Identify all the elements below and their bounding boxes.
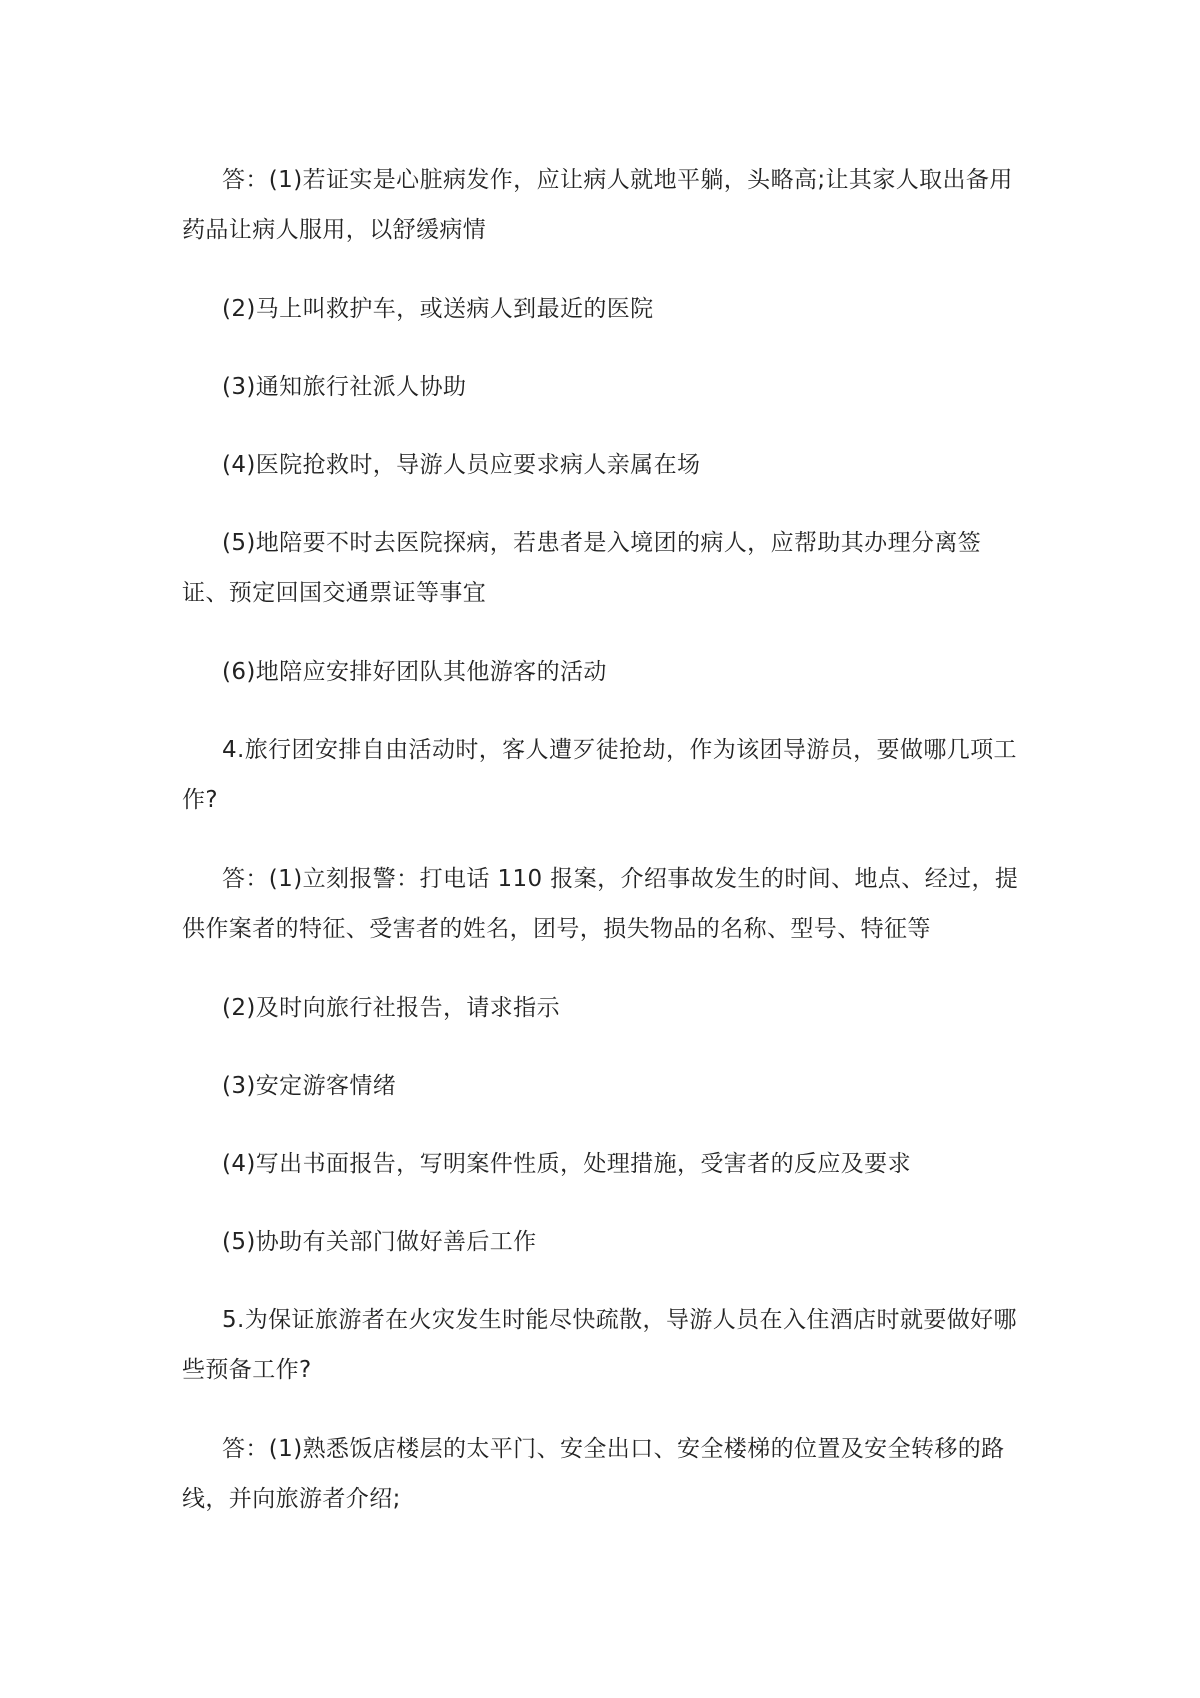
answer-heart-attack-step-4: (4)医院抢救时，导游人员应要求病人亲属在场 (222, 452, 701, 478)
answer-robbery-step-1: 答：(1)立刻报警：打电话 110 报案，介绍事故发生的时间、地点、经过，提供作案者的特征、受害者的姓名，团号，损失物品的名称、型号、特征等 (182, 866, 1019, 942)
answer-robbery-step-3: (3)安定游客情绪 (222, 1073, 397, 1099)
answer-heart-attack-step-5: (5)地陪要不时去医院探病，若患者是入境团的病人，应帮助其办理分离签证、预定回国交通票证等事宜 (182, 530, 982, 606)
question-4: 4.旅行团安排自由活动时，客人遭歹徒抢劫，作为该团导游员，要做哪几项工作? (182, 737, 1017, 813)
answer-robbery-step-4: (4)写出书面报告，写明案件性质，处理措施，受害者的反应及要求 (222, 1151, 911, 1177)
answer-heart-attack-step-3: (3)通知旅行社派人协助 (222, 374, 467, 400)
answer-heart-attack-step-1: 答：(1)若证实是心脏病发作，应让病人就地平躺，头略高;让其家人取出备用药品让病人服用，以舒缓病情 (182, 167, 1013, 243)
answer-fire-step-1: 答：(1)熟悉饭店楼层的太平门、安全出口、安全楼梯的位置及安全转移的路线，并向旅游者介绍; (182, 1436, 1005, 1512)
question-5: 5.为保证旅游者在火灾发生时能尽快疏散，导游人员在入住酒店时就要做好哪些预备工作? (182, 1307, 1017, 1383)
answer-robbery-step-2: (2)及时向旅行社报告，请求指示 (222, 995, 560, 1021)
answer-heart-attack-step-6: (6)地陪应安排好团队其他游客的活动 (222, 659, 607, 685)
answer-heart-attack-step-2: (2)马上叫救护车，或送病人到最近的医院 (222, 296, 654, 322)
answer-robbery-step-5: (5)协助有关部门做好善后工作 (222, 1229, 537, 1255)
